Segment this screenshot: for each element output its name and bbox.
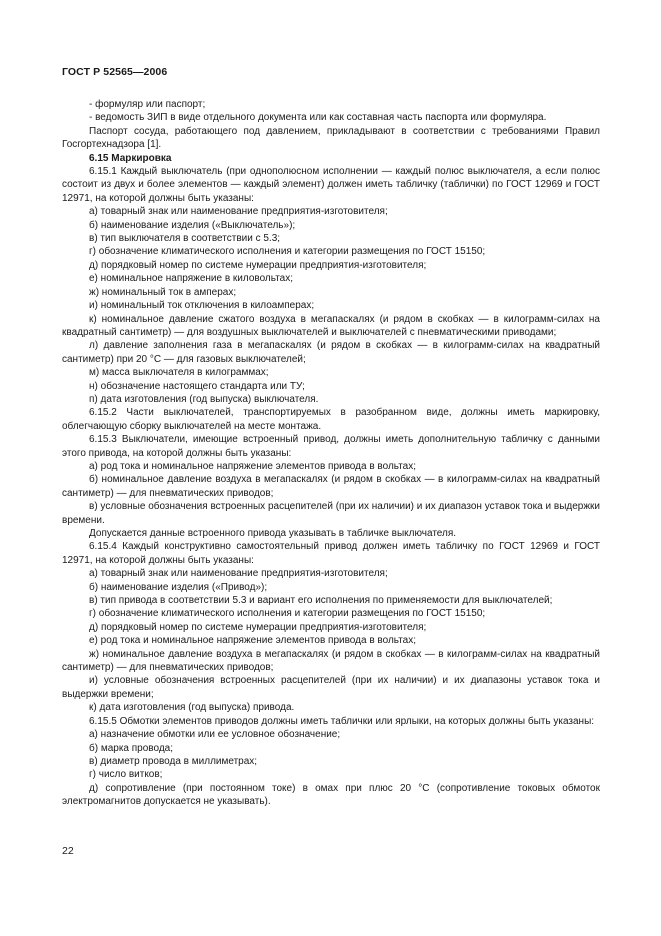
paragraph: 6.15.1 Каждый выключатель (при однополюсном исполнении — каждый полюс выключателя, а если полюс состоит из двух и более элементов — каждый элемент) должен иметь табличку (таблички) по ГОСТ 12969 и ГОСТ 12971, на которой должны быть указаны:	[62, 166, 600, 204]
paragraph: д) сопротивление (при постоянном токе) в омах при плюс 20 °С (сопротивление токовых обмоток электромагнитов допускается не указывать).	[62, 782, 600, 808]
paragraph: г) число витков;	[89, 769, 163, 781]
paragraph: в) тип привода в соответствии 5.3 и вариант его исполнения по применяемости для выключателей;	[89, 595, 553, 607]
paragraph: 6.15.4 Каждый конструктивно самостоятельный привод должен иметь табличку по ГОСТ 12969 и ГОСТ 12971, на которой должны быть указаны:	[62, 541, 600, 566]
paragraph: ж) номинальный ток в амперах;	[89, 286, 237, 298]
paragraph: а) товарный знак или наименование предприятия-изготовителя;	[89, 568, 388, 580]
paragraph: н) обозначение настоящего стандарта или ТУ;	[89, 380, 305, 392]
paragraph: е) род тока и номинальное напряжение элементов привода в вольтах;	[89, 635, 417, 647]
paragraph: в) условные обозначения встроенных расцепителей (при их наличии) и их диапазон уставок тока и выдержки времени.	[62, 501, 600, 526]
paragraph: - ведомость ЗИП в виде отдельного документа или как составная часть паспорта или формуляра.	[89, 112, 547, 124]
paragraph: 6.15.5 Обмотки элементов приводов должны иметь таблички или ярлыки, на которых должны быть указаны:	[89, 715, 595, 727]
paragraph: г) обозначение климатического исполнения и категории размещения по ГОСТ 15150;	[89, 246, 486, 258]
paragraph: и) номинальный ток отключения в килоамперах;	[89, 300, 315, 312]
paragraph: м) масса выключателя в килограммах;	[89, 367, 269, 379]
paragraph: и) условные обозначения встроенных расцепителей (при их наличии) и их диапазоны уставок тока и выдержки времени;	[62, 675, 600, 700]
page-number: 22	[62, 845, 74, 857]
section-heading: 6.15 Маркировка	[89, 152, 172, 164]
paragraph: - формуляр или паспорт;	[89, 99, 206, 110]
page-body	[62, 98, 600, 809]
paragraph: а) товарный знак или наименование предприятия-изготовителя;	[89, 206, 388, 218]
paragraph: к) номинальное давление сжатого воздуха в мегапаскалях (и рядом в скобках — в килограмм-силах на квадратный сантиметр) — для воздушных выключателей и выключателей с пневматическими приводами;	[62, 313, 600, 338]
paragraph: к) дата изготовления (год выпуска) привода.	[89, 702, 295, 714]
paragraph: Паспорт сосуда, работающего под давлением, прикладывают в соответствии с требованиями Правил Госгортехнадзора [1].	[62, 125, 600, 151]
paragraph: а) род тока и номинальное напряжение элементов привода в вольтах;	[89, 460, 417, 472]
paragraph: е) номинальное напряжение в киловольтах;	[89, 273, 294, 285]
paragraph: в) диаметр провода в миллиметрах;	[89, 755, 258, 767]
paragraph: ж) номинальное давление воздуха в мегапаскалях (и рядом в скобках — в килограмм-силах на квадратный сантиметр) — для пневматических приводов;	[62, 648, 600, 674]
paragraph: б) номинальное давление воздуха в мегапаскалях (и рядом в скобках — в килограмм-силах на квадратный сантиметр) — для пневматических приводов;	[62, 474, 600, 499]
paragraph: л) давление заполнения газа в мегапаскалях (и рядом в скобках — в килограмм-силах на квадратный сантиметр) при 20 °С — для газовых выключателей;	[62, 340, 600, 365]
paragraph: д) порядковый номер по системе нумерации предприятия-изготовителя;	[89, 621, 427, 633]
paragraph: б) марка провода;	[89, 742, 174, 754]
paragraph: 6.15.2 Части выключателей, транспортируемых в разобранном виде, должны иметь маркировку, облегчающую сборку выключателей на месте монтажа.	[62, 407, 600, 432]
paragraph: г) обозначение климатического исполнения и категории размещения по ГОСТ 15150;	[89, 608, 486, 620]
paragraph: б) наименование изделия («Выключатель»);	[89, 219, 296, 231]
paragraph: п) дата изготовления (год выпуска) выключателя.	[89, 393, 319, 405]
paragraph: б) наименование изделия («Привод»);	[89, 581, 268, 593]
paragraph: а) назначение обмотки или ее условное обозначение;	[89, 729, 341, 741]
paragraph: 6.15.3 Выключатели, имеющие встроенный привод, должны иметь дополнительную табличку с данными этого привода, на которой должны быть указаны:	[62, 434, 600, 459]
document-header: ГОСТ Р 52565—2006	[62, 66, 168, 78]
paragraph: д) порядковый номер по системе нумерации предприятия-изготовителя;	[89, 259, 427, 271]
paragraph: Допускается данные встроенного привода указывать в табличке выключателя.	[89, 528, 457, 539]
paragraph: в) тип выключателя в соответствии с 5.3;	[89, 233, 281, 245]
